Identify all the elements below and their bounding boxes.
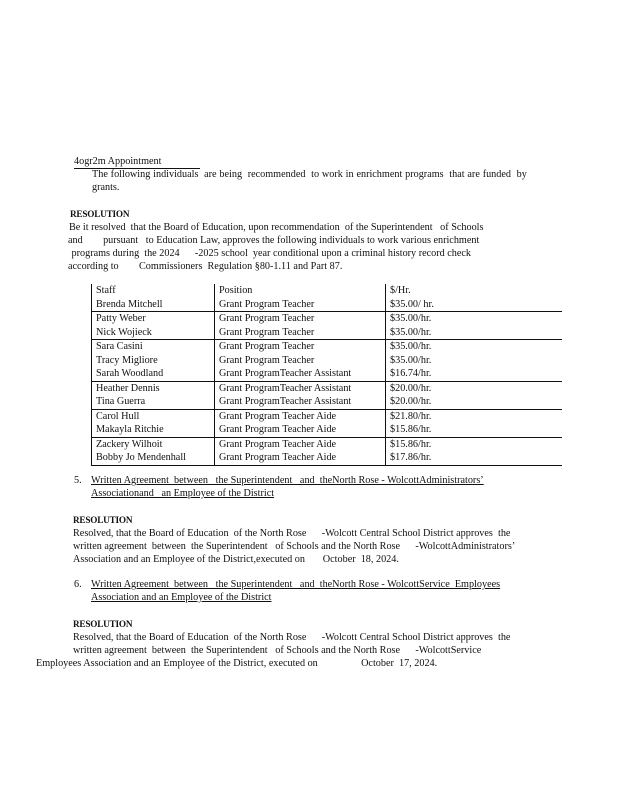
table-row xyxy=(92,395,563,409)
staff-name-cell: Nick Wojieck xyxy=(92,326,215,340)
section-5-resolution-line-2: written agreement between the Superintendent of Schools and the North Rose -WolcottAdministrators’ xyxy=(73,541,516,552)
table-row xyxy=(92,437,563,451)
position-cell: Grant Program Teacher xyxy=(215,340,386,354)
staff-name-cell: Brenda Mitchell xyxy=(92,298,215,312)
section-5-resolution-line-1: Resolved, that the Board of Education of the North Rose -Wolcott Central School District approves the xyxy=(73,528,511,539)
table-row xyxy=(92,340,563,354)
section-5-title-line-1: Written Agreement between the Superintendent and theNorth Rose - WolcottAdministrators’ xyxy=(91,475,484,486)
section-6-number: 6. xyxy=(74,579,82,590)
section-4-resolution-line-4: according to Commissioners Regulation §80-1.11 and Part 87. xyxy=(68,261,343,272)
staff-name-cell: Patty Weber xyxy=(92,312,215,326)
rate-cell: $35.00/hr. xyxy=(390,313,432,324)
table-row xyxy=(92,312,563,326)
position-cell: Grant Program Teacher Aide xyxy=(215,451,386,465)
rate-cell: $35.00/ hr. xyxy=(386,298,563,312)
rate-cell: $35.00/hr. xyxy=(386,326,563,340)
position-cell: Grant ProgramTeacher Assistant xyxy=(215,367,386,381)
table-row xyxy=(92,409,563,423)
rate-cell: $16.74/hr. xyxy=(386,367,563,381)
staff-name-cell: Zackery Wilhoit xyxy=(92,437,215,451)
rate-cell: $21.80/hr. xyxy=(390,410,432,422)
position-cell: Grant Program Teacher xyxy=(215,298,386,312)
rate-cell: $35.00/hr. xyxy=(390,354,432,366)
table-row xyxy=(92,367,563,381)
staff-name-cell: Heather Dennis xyxy=(92,381,215,395)
staff-table xyxy=(91,284,562,466)
staff-name-cell: Sarah Woodland xyxy=(92,367,215,381)
section-4-intro-line-2: grants. xyxy=(92,182,120,193)
position-cell: Grant ProgramTeacher Assistant xyxy=(215,381,386,395)
section-6-title-line-1: Written Agreement between the Superintendent and theNorth Rose - WolcottService Employees xyxy=(91,579,501,590)
section-5-resolution-label: RESOLUTION xyxy=(73,515,133,525)
section-4-resolution-label: RESOLUTION xyxy=(70,209,130,219)
table-row xyxy=(92,381,563,395)
table-header-row xyxy=(92,284,563,298)
rate-cell: $20.00/hr. xyxy=(386,395,563,409)
rate-cell: $17.86/hr. xyxy=(386,451,563,465)
table-row xyxy=(92,326,563,340)
position-cell: Grant ProgramTeacher Assistant xyxy=(215,395,386,409)
section-6-resolution-line-2: written agreement between the Superintendent of Schools and the North Rose -WolcottService xyxy=(73,645,482,656)
section-4-resolution-line-1: Be it resolved that the Board of Education, upon recommendation of the Superintendent of Schools xyxy=(69,222,484,233)
staff-name-cell: Sara Casini xyxy=(92,340,215,354)
rate-cell: $15.86/hr. xyxy=(390,438,432,450)
section-6-resolution-label: RESOLUTION xyxy=(73,619,133,629)
header-staff: Staff xyxy=(92,284,215,298)
position-cell: Grant Program Teacher Aide xyxy=(215,437,386,451)
section-6-resolution-line-3: Employees Association and an Employee of the District, executed on October 17, 2024. xyxy=(36,658,438,669)
section-6-resolution-line-1: Resolved, that the Board of Education of the North Rose -Wolcott Central School District approves the xyxy=(73,632,511,643)
staff-name-cell: Tina Guerra xyxy=(92,395,215,409)
section-4-heading: 4ogr2m Appointment xyxy=(74,155,200,169)
section-5-resolution-line-3: Association and an Employee of the District,executed on October 18, 2024. xyxy=(73,554,399,565)
staff-name-cell: Tracy Migliore xyxy=(92,354,215,368)
header-rate: $/Hr. xyxy=(390,285,411,296)
table-row xyxy=(92,451,563,465)
staff-name-cell: Carol Hull xyxy=(92,409,215,423)
section-5-number: 5. xyxy=(74,475,82,486)
rate-cell: $20.00/hr. xyxy=(390,382,432,394)
section-4-resolution-line-3: programs during the 2024 -2025 school year conditional upon a criminal history record check xyxy=(69,248,472,259)
table-row xyxy=(92,423,563,437)
staff-name-cell: Bobby Jo Mendenhall xyxy=(92,451,215,465)
position-cell: Grant Program Teacher xyxy=(215,354,386,368)
staff-name-cell: Makayla Ritchie xyxy=(92,423,215,437)
table-row xyxy=(92,298,563,312)
position-cell: Grant Program Teacher xyxy=(215,312,386,326)
header-position: Position xyxy=(215,284,386,298)
rate-cell: $35.00/hr. xyxy=(390,341,432,352)
position-cell: Grant Program Teacher Aide xyxy=(215,409,386,423)
section-6-title-line-2: Association and an Employee of the District xyxy=(91,592,272,603)
position-cell: Grant Program Teacher Aide xyxy=(215,423,386,437)
position-cell: Grant Program Teacher xyxy=(215,326,386,340)
rate-cell: $15.86/hr. xyxy=(386,423,563,437)
section-4-resolution-line-2: and pursuant to Education Law, approves the following individuals to work various enrichment xyxy=(68,235,480,246)
section-5-title-line-2: Associationand an Employee of the District xyxy=(91,488,275,499)
section-4-intro-line-1: The following individuals are being recommended to work in enrichment programs that are funded by xyxy=(92,169,527,180)
table-row xyxy=(92,354,563,368)
